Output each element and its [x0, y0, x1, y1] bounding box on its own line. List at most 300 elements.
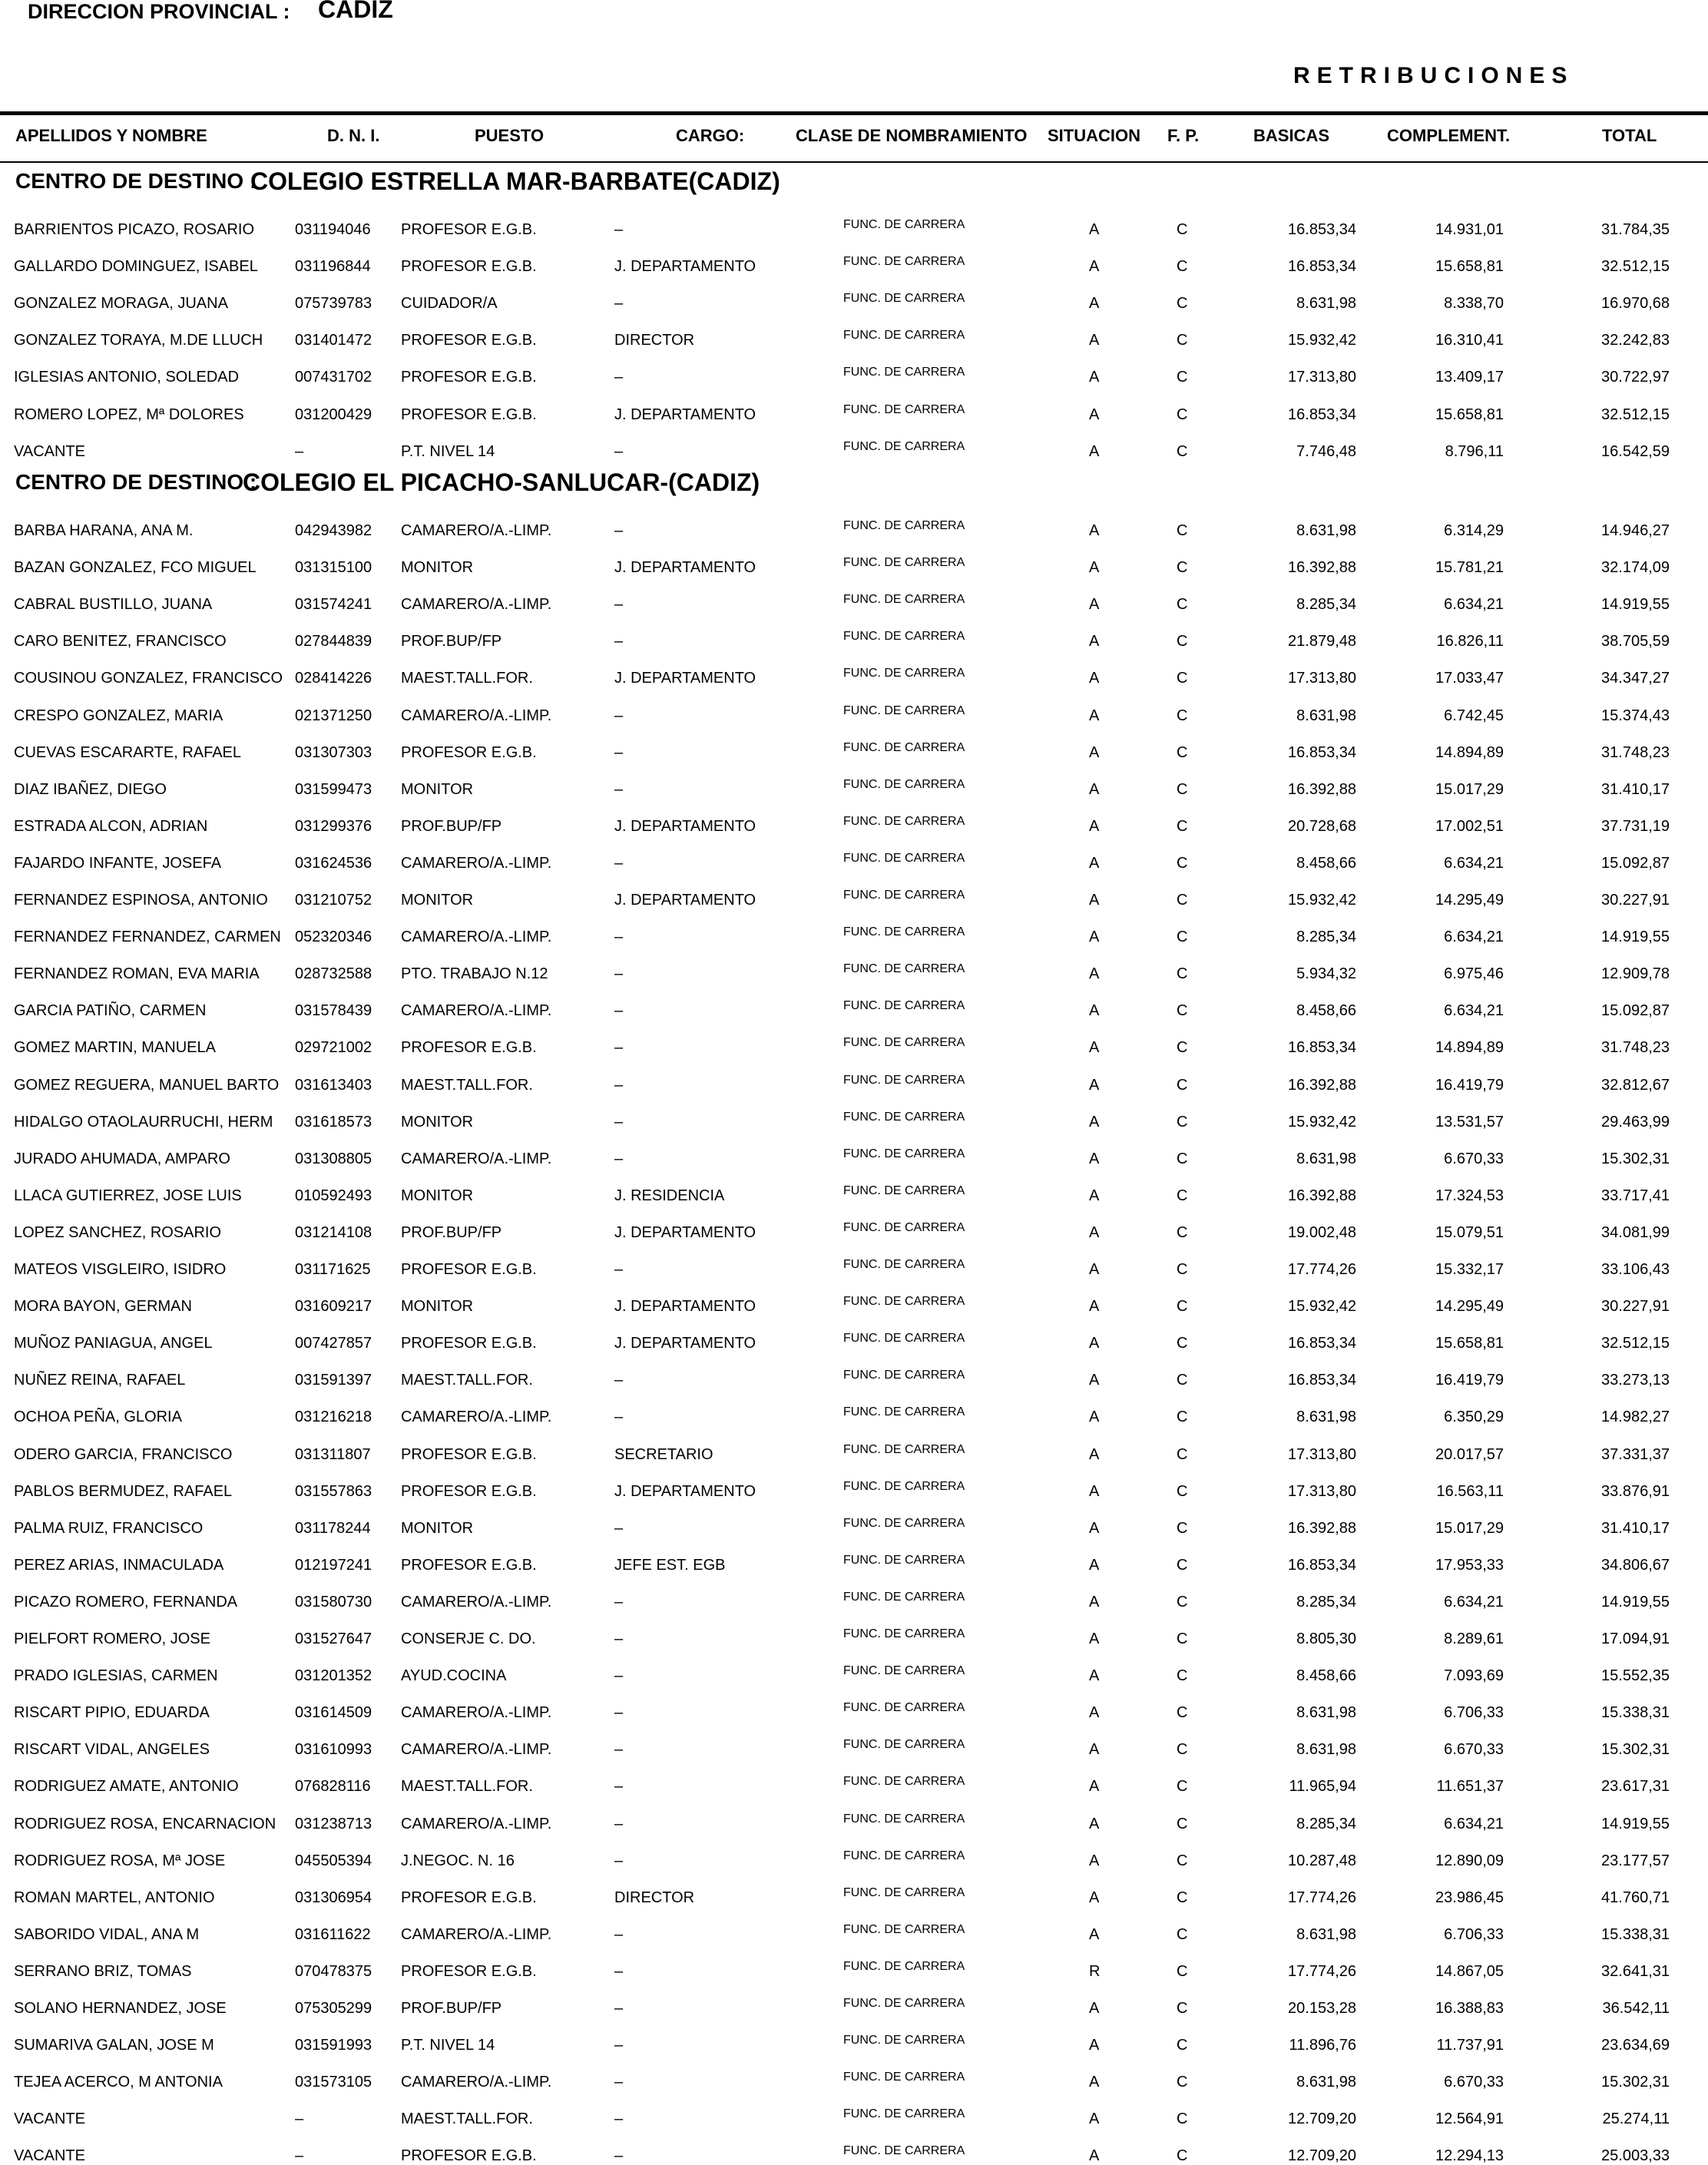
cell-nombre: GARCIA PATIÑO, CARMEN [14, 1002, 207, 1020]
cell-dni: 031315100 [295, 559, 372, 577]
cell-complement: 11.651,37 [1436, 1778, 1504, 1796]
cell-basicas: 8.631,98 [1296, 2074, 1356, 2091]
cell-complement: 6.314,29 [1444, 522, 1504, 539]
cell-clase: FUNC. DE CARRERA [843, 1922, 965, 1936]
cell-nombre: FERNANDEZ FERNANDEZ, CARMEN [14, 929, 281, 946]
cell-basicas: 8.805,30 [1296, 1630, 1356, 1647]
cell-basicas: 17.313,80 [1288, 670, 1356, 687]
cell-dni: 010592493 [295, 1187, 372, 1204]
cell-complement: 14.295,49 [1435, 1298, 1504, 1316]
cell-clase: FUNC. DE CARRERA [843, 1516, 965, 1530]
cell-clase: FUNC. DE CARRERA [843, 366, 965, 379]
cell-puesto: MONITOR [401, 559, 474, 577]
cell-clase: FUNC. DE CARRERA [843, 1147, 965, 1160]
cell-dni: 031194046 [295, 221, 371, 238]
cell-fp: C [1177, 2110, 1188, 2128]
cell-dni: 076828116 [295, 1778, 371, 1796]
cell-cargo: DIRECTOR [614, 1889, 695, 1906]
cell-puesto: P.T. NIVEL 14 [401, 442, 495, 460]
cell-complement: 15.332,17 [1435, 1261, 1504, 1278]
cell-dni: 042943982 [295, 522, 372, 539]
cell-cargo: – [614, 1372, 624, 1389]
cell-complement: 16.563,11 [1436, 1482, 1504, 1500]
cell-dni: – [295, 442, 304, 460]
cell-nombre: TEJEA ACERCO, M ANTONIA [14, 2074, 223, 2091]
cell-fp: C [1177, 892, 1188, 909]
cell-basicas: 8.285,34 [1296, 1815, 1356, 1832]
cell-total: 16.542,59 [1601, 442, 1670, 460]
cell-fp: C [1177, 1593, 1188, 1611]
cell-nombre: FERNANDEZ ESPINOSA, ANTONIO [14, 892, 268, 909]
cell-cargo: SECRETARIO [614, 1445, 713, 1463]
cell-clase: FUNC. DE CARRERA [843, 1405, 965, 1419]
cell-cargo: J. DEPARTAMENTO [614, 1335, 756, 1352]
cell-cargo: DIRECTOR [614, 332, 695, 349]
cell-nombre: JURADO AHUMADA, AMPARO [14, 1150, 230, 1167]
cell-situacion: A [1089, 1925, 1100, 1943]
cell-fp: C [1177, 965, 1188, 983]
cell-situacion: A [1089, 295, 1100, 313]
cell-fp: C [1177, 596, 1188, 614]
cell-situacion: A [1089, 670, 1100, 687]
cell-total: 30.227,91 [1601, 892, 1670, 909]
cell-dni: 075305299 [295, 2000, 372, 2017]
cell-total: 33.273,13 [1601, 1372, 1670, 1389]
cell-puesto: PROFESOR E.G.B. [401, 1445, 537, 1463]
cell-nombre: CUEVAS ESCARARTE, RAFAEL [14, 743, 242, 761]
cell-cargo: – [614, 743, 624, 761]
cell-complement: 14.867,05 [1435, 1962, 1504, 1980]
cell-clase: FUNC. DE CARRERA [843, 593, 965, 607]
cell-dni: 070478375 [295, 1962, 372, 1980]
cell-basicas: 8.631,98 [1296, 1704, 1356, 1722]
cell-fp: C [1177, 1741, 1188, 1759]
cell-total: 15.338,31 [1601, 1704, 1670, 1722]
cell-puesto: PROF.BUP/FP [401, 817, 502, 835]
cell-situacion: A [1089, 1889, 1100, 1906]
cell-situacion: A [1089, 1482, 1100, 1500]
cell-total: 29.463,99 [1601, 1113, 1670, 1131]
cell-situacion: A [1089, 1187, 1100, 1204]
cell-dni: 031609217 [295, 1298, 372, 1316]
cell-clase: FUNC. DE CARRERA [843, 1812, 965, 1826]
cell-total: 23.177,57 [1601, 1852, 1670, 1869]
cell-fp: C [1177, 1556, 1188, 1574]
cell-nombre: CABRAL BUSTILLO, JUANA [14, 596, 213, 614]
cell-puesto: CAMARERO/A.-LIMP. [401, 2074, 552, 2091]
cell-complement: 6.670,33 [1444, 2074, 1504, 2091]
cell-nombre: ROMERO LOPEZ, Mª DOLORES [14, 406, 244, 423]
cell-nombre: OCHOA PEÑA, GLORIA [14, 1409, 182, 1426]
cell-situacion: A [1089, 2147, 1100, 2165]
cell-clase: FUNC. DE CARRERA [843, 703, 965, 717]
cell-situacion: A [1089, 1113, 1100, 1131]
cell-fp: C [1177, 1519, 1188, 1537]
cell-cargo: – [614, 369, 624, 386]
cell-total: 15.552,35 [1601, 1667, 1670, 1685]
cell-complement: 17.324,53 [1435, 1187, 1504, 1204]
cell-total: 14.919,55 [1601, 929, 1670, 946]
cell-puesto: PROFESOR E.G.B. [401, 406, 537, 423]
cell-complement: 6.670,33 [1444, 1741, 1504, 1759]
cell-dni: 012197241 [295, 1556, 372, 1574]
cell-nombre: RISCART PIPIO, EDUARDA [14, 1704, 210, 1722]
cell-clase: FUNC. DE CARRERA [843, 255, 965, 269]
cell-clase: FUNC. DE CARRERA [843, 1258, 965, 1271]
cell-complement: 6.975,46 [1444, 965, 1504, 983]
cell-situacion: A [1089, 1519, 1100, 1537]
cell-complement: 16.310,41 [1435, 332, 1504, 349]
cell-cargo: J. DEPARTAMENTO [614, 559, 756, 577]
column-header-basicas: BASICAS [1253, 126, 1330, 145]
cell-puesto: CAMARERO/A.-LIMP. [401, 1704, 552, 1722]
cell-total: 32.512,15 [1601, 258, 1670, 276]
cell-clase: FUNC. DE CARRERA [843, 999, 965, 1013]
cell-dni: – [295, 2147, 304, 2165]
cell-basicas: 8.458,66 [1296, 1667, 1356, 1685]
cell-complement: 6.742,45 [1444, 707, 1504, 724]
cell-total: 14.919,55 [1601, 1815, 1670, 1832]
cell-puesto: CAMARERO/A.-LIMP. [401, 596, 552, 614]
cell-fp: C [1177, 1852, 1188, 1869]
cell-basicas: 16.853,34 [1288, 1556, 1356, 1574]
cell-dni: 031201352 [295, 1667, 372, 1685]
cell-total: 14.919,55 [1601, 596, 1670, 614]
cell-basicas: 19.002,48 [1288, 1223, 1356, 1241]
cell-complement: 13.409,17 [1435, 369, 1504, 386]
cell-fp: C [1177, 1039, 1188, 1057]
cell-nombre: MATEOS VISGLEIRO, ISIDRO [14, 1261, 227, 1278]
cell-puesto: MONITOR [401, 892, 474, 909]
cell-clase: FUNC. DE CARRERA [843, 1701, 965, 1715]
cell-dni: 045505394 [295, 1852, 372, 1869]
cell-total: 31.410,17 [1601, 1519, 1670, 1537]
cell-cargo: – [614, 1261, 624, 1278]
cell-total: 15.302,31 [1601, 1150, 1670, 1167]
cell-situacion: A [1089, 929, 1100, 946]
cell-situacion: A [1089, 406, 1100, 423]
centro-destino-label: CENTRO DE DESTINO : [15, 470, 257, 494]
cell-clase: FUNC. DE CARRERA [843, 740, 965, 754]
cell-dni: 031311807 [295, 1445, 371, 1463]
cell-situacion: A [1089, 743, 1100, 761]
cell-puesto: PROFESOR E.G.B. [401, 258, 537, 276]
cell-basicas: 8.285,34 [1296, 929, 1356, 946]
cell-total: 15.374,43 [1601, 707, 1670, 724]
cell-basicas: 16.853,34 [1288, 406, 1356, 423]
cell-situacion: A [1089, 559, 1100, 577]
cell-puesto: PTO. TRABAJO N.12 [401, 965, 548, 983]
cell-dni: 031196844 [295, 258, 371, 276]
cell-nombre: VACANTE [14, 2110, 85, 2128]
cell-complement: 6.706,33 [1444, 1704, 1504, 1722]
cell-situacion: A [1089, 1704, 1100, 1722]
cell-situacion: A [1089, 1076, 1100, 1094]
cell-cargo: – [614, 2110, 624, 2128]
cell-cargo: – [614, 522, 624, 539]
cell-fp: C [1177, 1815, 1188, 1832]
cell-complement: 15.079,51 [1435, 1223, 1504, 1241]
cell-dni: 031614509 [295, 1704, 372, 1722]
cell-clase: FUNC. DE CARRERA [843, 1183, 965, 1197]
cell-total: 14.982,27 [1601, 1409, 1670, 1426]
cell-total: 15.092,87 [1601, 854, 1670, 872]
column-header-complement: COMPLEMENT. [1387, 126, 1511, 145]
cell-total: 14.919,55 [1601, 1593, 1670, 1611]
cell-situacion: A [1089, 1039, 1100, 1057]
cell-total: 17.094,91 [1601, 1630, 1670, 1647]
cell-puesto: CAMARERO/A.-LIMP. [401, 522, 552, 539]
cell-nombre: GONZALEZ MORAGA, JUANA [14, 295, 228, 313]
cell-dni: 031573105 [295, 2074, 372, 2091]
cell-clase: FUNC. DE CARRERA [843, 329, 965, 343]
cell-nombre: FERNANDEZ ROMAN, EVA MARIA [14, 965, 260, 983]
provincial-label: DIRECCION PROVINCIAL : [28, 0, 290, 23]
cell-puesto: MONITOR [401, 1113, 474, 1131]
cell-total: 16.970,68 [1601, 295, 1670, 313]
cell-puesto: PROFESOR E.G.B. [401, 1962, 537, 1980]
cell-puesto: PROFESOR E.G.B. [401, 369, 537, 386]
cell-dni: 007431702 [295, 369, 372, 386]
column-header-total: TOTAL [1602, 126, 1657, 145]
cell-total: 31.410,17 [1601, 780, 1670, 798]
provincial-value: CADIZ [318, 0, 393, 23]
cell-clase: FUNC. DE CARRERA [843, 2034, 965, 2047]
cell-nombre: GOMEZ MARTIN, MANUELA [14, 1039, 216, 1057]
cell-fp: C [1177, 332, 1188, 349]
cell-basicas: 17.774,26 [1288, 1261, 1356, 1278]
cell-cargo: J. DEPARTAMENTO [614, 670, 756, 687]
cell-cargo: – [614, 1741, 624, 1759]
cell-basicas: 8.631,98 [1296, 1741, 1356, 1759]
cell-puesto: PROFESOR E.G.B. [401, 1335, 537, 1352]
cell-puesto: MAEST.TALL.FOR. [401, 2110, 533, 2128]
cell-situacion: A [1089, 332, 1100, 349]
cell-dni: 031618573 [295, 1113, 372, 1131]
cell-puesto: MAEST.TALL.FOR. [401, 1372, 533, 1389]
cell-fp: C [1177, 1335, 1188, 1352]
cell-clase: FUNC. DE CARRERA [843, 218, 965, 231]
cell-fp: C [1177, 369, 1188, 386]
cell-total: 23.617,31 [1601, 1778, 1670, 1796]
retribuciones-heading: RETRIBUCIONES [1293, 63, 1574, 88]
cell-cargo: J. DEPARTAMENTO [614, 1298, 756, 1316]
cell-situacion: A [1089, 221, 1100, 238]
cell-clase: FUNC. DE CARRERA [843, 814, 965, 828]
cell-dni: 031580730 [295, 1593, 372, 1611]
header-rule-top [0, 111, 1708, 115]
column-header-puesto: PUESTO [475, 126, 545, 145]
cell-total: 38.705,59 [1601, 633, 1670, 650]
cell-cargo: – [614, 1150, 624, 1167]
cell-cargo: – [614, 707, 624, 724]
cell-dni: 031610993 [295, 1741, 372, 1759]
cell-fp: C [1177, 1630, 1188, 1647]
cell-puesto: CAMARERO/A.-LIMP. [401, 1593, 552, 1611]
cell-dni: 031557863 [295, 1482, 372, 1500]
cell-clase: FUNC. DE CARRERA [843, 2071, 965, 2084]
cell-fp: C [1177, 817, 1188, 835]
cell-situacion: A [1089, 258, 1100, 276]
column-header-nombre: APELLIDOS Y NOMBRE [15, 126, 207, 145]
cell-fp: C [1177, 1223, 1188, 1241]
cell-cargo: – [614, 854, 624, 872]
cell-nombre: CARO BENITEZ, FRANCISCO [14, 633, 227, 650]
cell-nombre: BARRIENTOS PICAZO, ROSARIO [14, 221, 255, 238]
cell-total: 31.784,35 [1601, 221, 1670, 238]
cell-clase: FUNC. DE CARRERA [843, 439, 965, 453]
cell-situacion: A [1089, 1372, 1100, 1389]
cell-total: 37.731,19 [1601, 817, 1670, 835]
cell-dni: 027844839 [295, 633, 372, 650]
cell-cargo: – [614, 295, 624, 313]
cell-total: 32.512,15 [1601, 1335, 1670, 1352]
cell-complement: 6.634,21 [1444, 1815, 1504, 1832]
cell-fp: C [1177, 854, 1188, 872]
cell-cargo: – [614, 2000, 624, 2017]
cell-nombre: RODRIGUEZ ROSA, ENCARNACION [14, 1815, 276, 1832]
cell-fp: C [1177, 1704, 1188, 1722]
cell-complement: 15.781,21 [1435, 559, 1504, 577]
cell-total: 32.174,09 [1601, 559, 1670, 577]
cell-complement: 12.294,13 [1435, 2147, 1504, 2165]
cell-complement: 6.634,21 [1444, 1593, 1504, 1611]
cell-puesto: MONITOR [401, 1187, 474, 1204]
column-header-fp: F. P. [1167, 126, 1200, 145]
cell-dni: 031238713 [295, 1815, 372, 1832]
cell-cargo: J. DEPARTAMENTO [614, 1223, 756, 1241]
cell-total: 14.946,27 [1601, 522, 1670, 539]
cell-fp: C [1177, 1298, 1188, 1316]
cell-puesto: PROFESOR E.G.B. [401, 1482, 537, 1500]
cell-total: 23.634,69 [1601, 2037, 1670, 2054]
cell-cargo: – [614, 1704, 624, 1722]
cell-complement: 6.634,21 [1444, 929, 1504, 946]
cell-basicas: 16.853,34 [1288, 1372, 1356, 1389]
cell-cargo: – [614, 1667, 624, 1685]
cell-basicas: 16.853,34 [1288, 1039, 1356, 1057]
cell-dni: 031299376 [295, 817, 372, 835]
cell-basicas: 7.746,48 [1296, 442, 1356, 460]
cell-cargo: – [614, 596, 624, 614]
cell-fp: C [1177, 2147, 1188, 2165]
cell-complement: 14.931,01 [1435, 221, 1504, 238]
cell-basicas: 16.853,34 [1288, 743, 1356, 761]
cell-nombre: BAZAN GONZALEZ, FCO MIGUEL [14, 559, 257, 577]
cell-fp: C [1177, 2074, 1188, 2091]
cell-puesto: CAMARERO/A.-LIMP. [401, 1002, 552, 1020]
cell-nombre: MUÑOZ PANIAGUA, ANGEL [14, 1335, 213, 1352]
cell-total: 33.106,43 [1601, 1261, 1670, 1278]
cell-basicas: 8.631,98 [1296, 295, 1356, 313]
cell-total: 34.347,27 [1601, 670, 1670, 687]
cell-dni: 031591397 [295, 1372, 372, 1389]
cell-cargo: – [614, 2147, 624, 2165]
cell-puesto: MONITOR [401, 780, 474, 798]
cell-nombre: SERRANO BRIZ, TOMAS [14, 1962, 192, 1980]
cell-basicas: 20.728,68 [1288, 817, 1356, 835]
cell-nombre: RODRIGUEZ ROSA, Mª JOSE [14, 1852, 226, 1869]
cell-fp: C [1177, 295, 1188, 313]
cell-cargo: – [614, 1039, 624, 1057]
cell-clase: FUNC. DE CARRERA [843, 925, 965, 939]
cell-cargo: – [614, 1593, 624, 1611]
cell-cargo: – [614, 1002, 624, 1020]
cell-clase: FUNC. DE CARRERA [843, 1110, 965, 1124]
cell-puesto: AYUD.COCINA [401, 1667, 507, 1685]
cell-dni: 031200429 [295, 406, 372, 423]
cell-basicas: 17.313,80 [1288, 1445, 1356, 1463]
cell-complement: 17.953,33 [1435, 1556, 1504, 1574]
cell-total: 33.876,91 [1601, 1482, 1670, 1500]
cell-situacion: A [1089, 1556, 1100, 1574]
cell-puesto: CAMARERO/A.-LIMP. [401, 1815, 552, 1832]
cell-dni: 031214108 [295, 1223, 372, 1241]
cell-basicas: 8.631,98 [1296, 1150, 1356, 1167]
cell-dni: 021371250 [295, 707, 372, 724]
cell-clase: FUNC. DE CARRERA [843, 2144, 965, 2158]
cell-nombre: LLACA GUTIERREZ, JOSE LUIS [14, 1187, 242, 1204]
cell-fp: C [1177, 406, 1188, 423]
cell-clase: FUNC. DE CARRERA [843, 851, 965, 865]
cell-fp: C [1177, 1925, 1188, 1943]
cell-fp: C [1177, 258, 1188, 276]
cell-clase: FUNC. DE CARRERA [843, 962, 965, 976]
cell-situacion: A [1089, 1667, 1100, 1685]
cell-dni: 031591993 [295, 2037, 372, 2054]
cell-clase: FUNC. DE CARRERA [843, 1479, 965, 1493]
cell-fp: C [1177, 1261, 1188, 1278]
cell-basicas: 11.896,76 [1289, 2037, 1356, 2054]
cell-clase: FUNC. DE CARRERA [843, 777, 965, 791]
cell-dni: 031210752 [295, 892, 372, 909]
cell-clase: FUNC. DE CARRERA [843, 1553, 965, 1567]
cell-fp: C [1177, 2000, 1188, 2017]
cell-basicas: 8.631,98 [1296, 1409, 1356, 1426]
cell-complement: 8.289,61 [1444, 1630, 1504, 1647]
cell-nombre: PIELFORT ROMERO, JOSE [14, 1630, 210, 1647]
cell-complement: 6.706,33 [1444, 1925, 1504, 1943]
cell-basicas: 8.285,34 [1296, 596, 1356, 614]
cell-puesto: CONSERJE C. DO. [401, 1630, 536, 1647]
cell-cargo: – [614, 1815, 624, 1832]
column-header-clase: CLASE DE NOMBRAMIENTO [796, 126, 1028, 145]
cell-basicas: 16.392,88 [1288, 559, 1356, 577]
cell-cargo: J. DEPARTAMENTO [614, 1482, 756, 1500]
cell-fp: C [1177, 1445, 1188, 1463]
cell-clase: FUNC. DE CARRERA [843, 1332, 965, 1346]
cell-nombre: FAJARDO INFANTE, JOSEFA [14, 854, 222, 872]
cell-puesto: PROFESOR E.G.B. [401, 221, 537, 238]
cell-basicas: 16.392,88 [1288, 780, 1356, 798]
cell-puesto: MAEST.TALL.FOR. [401, 1076, 533, 1094]
cell-dni: 031527647 [295, 1630, 372, 1647]
cell-situacion: A [1089, 1409, 1100, 1426]
cell-fp: C [1177, 442, 1188, 460]
cell-basicas: 15.932,42 [1288, 332, 1356, 349]
cell-dni: 007427857 [295, 1335, 372, 1352]
cell-cargo: – [614, 1852, 624, 1869]
cell-complement: 11.737,91 [1436, 2037, 1504, 2054]
cell-complement: 12.890,09 [1435, 1852, 1504, 1869]
cell-total: 25.003,33 [1601, 2147, 1670, 2165]
cell-cargo: – [614, 2037, 624, 2054]
cell-complement: 13.531,57 [1435, 1113, 1504, 1131]
cell-basicas: 8.631,98 [1296, 1925, 1356, 1943]
cell-total: 31.748,23 [1601, 743, 1670, 761]
cell-clase: FUNC. DE CARRERA [843, 1849, 965, 1862]
cell-dni: 031401472 [295, 332, 372, 349]
